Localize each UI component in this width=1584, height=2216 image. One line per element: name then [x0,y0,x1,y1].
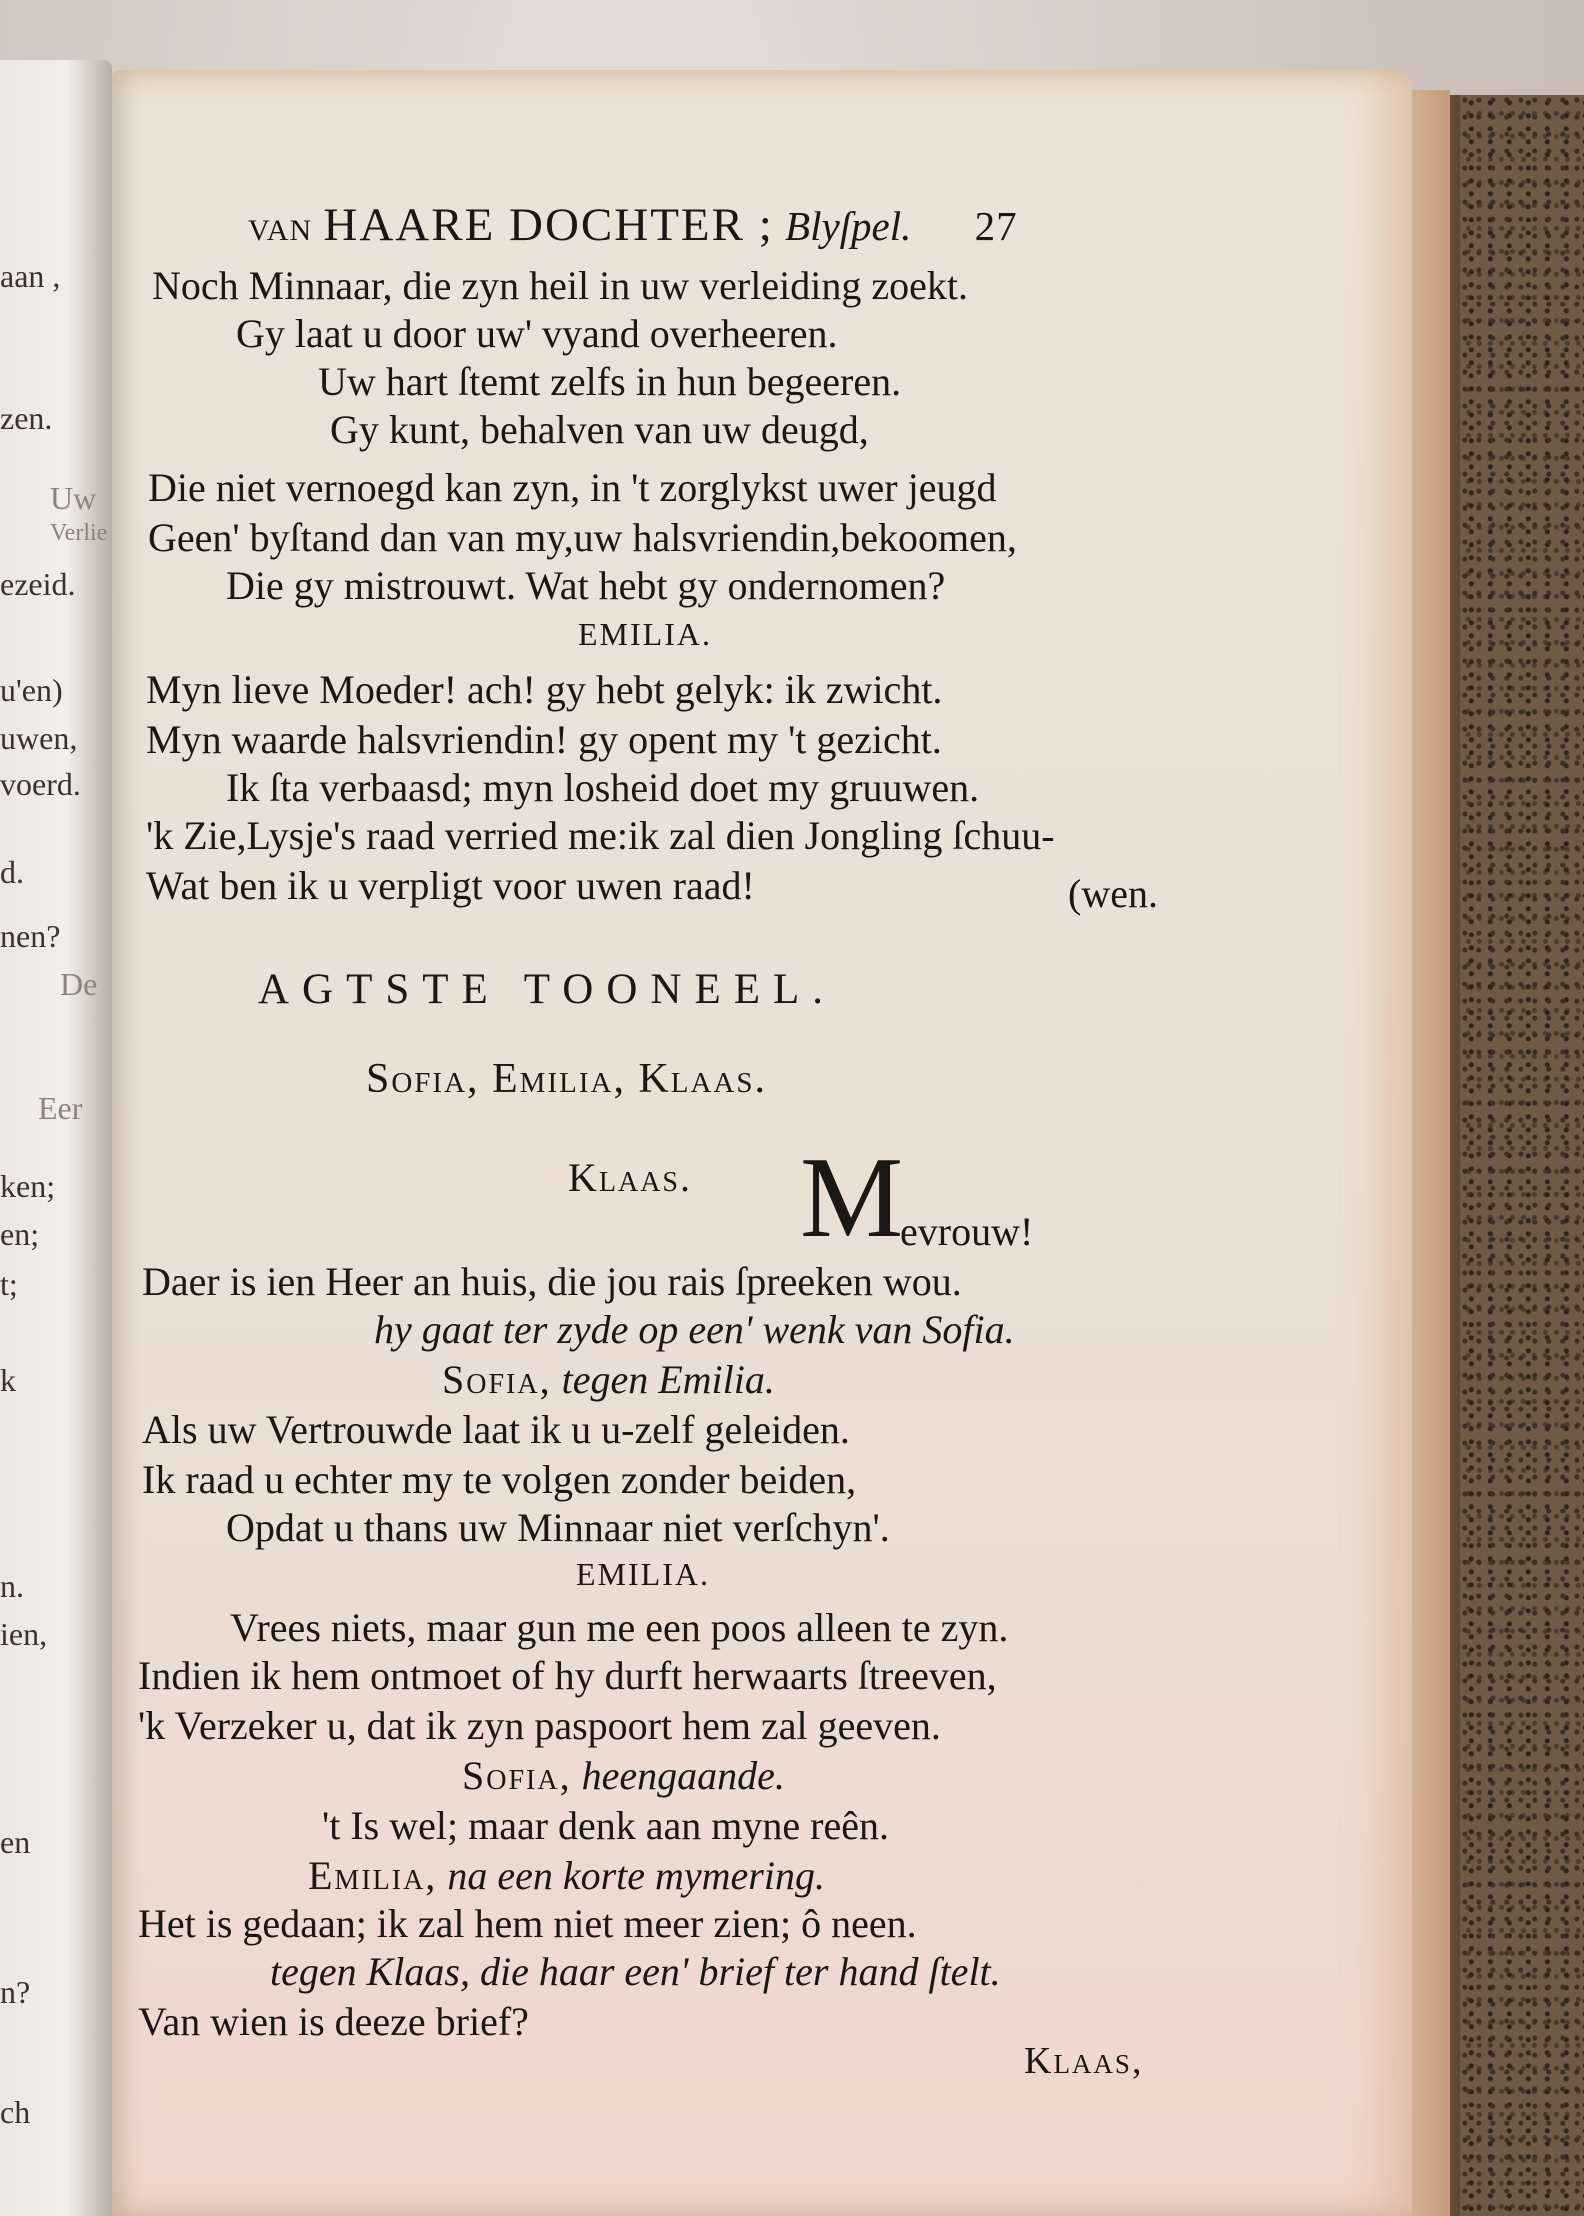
left-fragment: zen. [0,400,53,436]
verse-line: Gy kunt, behalven van uw deugd, [330,407,869,452]
speaker-label: EMILIA. [578,616,712,652]
left-fragment: Eer [38,1090,83,1126]
speaker-label: Sofia, [462,1753,572,1798]
speaker-label: Klaas. [568,1155,693,1200]
speaker-label: Emilia, [308,1853,438,1898]
left-fragment: t; [0,1266,18,1302]
verse-line: Ik raad u echter my te volgen zonder beiden, [142,1457,857,1502]
verse-line: Van wien is deeze brief? [138,1999,529,2044]
left-fragment: n. [0,1568,24,1604]
left-fragment: nen? [0,918,61,954]
left-fragment: ezeid. [0,566,76,602]
left-fragment: en [0,1824,31,1860]
verse-line: Die niet vernoegd kan zyn, in 't zorglykst uwer jeugd [148,465,997,510]
verse-line: Geen' byſtand dan van my,uw halsvriendin,bekoomen, [148,515,1017,560]
verse-line: 't Is wel; maar denk aan myne reên. [322,1803,889,1848]
drop-cap: M [800,1134,904,1262]
left-fragment: uwen, [0,720,78,756]
speaker-line [442,1357,775,1402]
speaker-note: na een korte mymering. [447,1853,825,1898]
left-fragment: Verlie [50,520,108,546]
speaker-line [462,1753,785,1798]
header-title: HAARE DOCHTER ; [323,199,774,251]
scene-characters: Sofia, Emilia, Klaas. [366,1056,768,1102]
verse-line: 'k Verzeker u, dat ik zyn paspoort hem zal geeven. [138,1703,941,1748]
left-fragment: aan , [0,258,61,294]
verse-line: Myn waarde halsvriendin! gy opent my 't gezicht. [146,717,942,762]
verse-line: Die gy mistrouwt. Wat hebt gy ondernomen? [226,563,946,608]
verse-line: Daer is ien Heer an huis, die jou rais ſpreeken wou. [142,1259,962,1304]
verse-line: Uw hart ſtemt zelfs in hun begeeren. [318,359,902,404]
verse-line: Het is gedaan; ik zal hem niet meer zien; ô neen. [138,1901,917,1946]
left-fragment: voerd. [0,766,81,802]
verse-line: Opdat u thans uw Minnaar niet verſchyn'. [226,1505,890,1550]
left-fragment: k [0,1362,16,1398]
left-fragment: Uw [50,480,97,516]
left-fragment: d. [0,854,24,890]
verse-line: Gy laat u door uw' vyand overheeren. [236,311,838,356]
line-continuation: (wen. [1068,871,1158,916]
verse-line: Ik ſta verbaasd; myn losheid doet my gruuwen. [226,765,980,810]
speaker-line [308,1853,825,1898]
verse-line: Vrees niets, maar gun me een poos alleen te zyn. [230,1605,1009,1650]
speaker-note: heengaande. [581,1753,785,1798]
catchword: Klaas, [1024,2040,1144,2082]
verse-line: Indien ik hem ontmoet of hy durft herwaarts ſtreeven, [138,1653,997,1698]
speaker-label: Sofia, [442,1357,552,1402]
speaker-note: tegen Emilia. [561,1357,775,1402]
left-fragment: ch [0,2094,31,2130]
stage-direction: tegen Klaas, die haar een' brief ter hand ſtelt. [270,1949,1001,1994]
page-number: 27 [974,203,1018,249]
left-fragment: ien, [0,1616,48,1652]
header-prefix: VAN [248,214,313,247]
verse-line: Wat ben ik u verpligt voor uwen raad! [146,863,755,908]
left-fragment: u'en) [0,672,63,708]
verse-line: Noch Minnaar, die zyn heil in uw verleiding zoekt. [152,263,968,308]
verse-line: Als uw Vertrouwde laat ik u u-zelf geleiden. [142,1407,850,1452]
left-fragment: n? [0,1974,31,2010]
verse-line: Myn lieve Moeder! ach! gy hebt gelyk: ik zwicht. [146,667,943,712]
stage-direction: hy gaat ter zyde op een' wenk van Sofia. [374,1307,1015,1352]
left-fragment: en; [0,1216,40,1252]
running-header [248,199,1018,251]
left-fragment: De [60,966,98,1002]
verse-line: evrouw! [900,1209,1034,1254]
speaker-label: EMILIA. [576,1556,710,1592]
header-genre: Blyſpel. [785,203,912,249]
left-fragment: ken; [0,1168,56,1204]
verse-line: 'k Zie,Lysje's raad verried me:ik zal dien Jongling ſchuu- [146,813,1055,858]
scene-title: AGTSTE TOONEEL. [258,966,836,1013]
